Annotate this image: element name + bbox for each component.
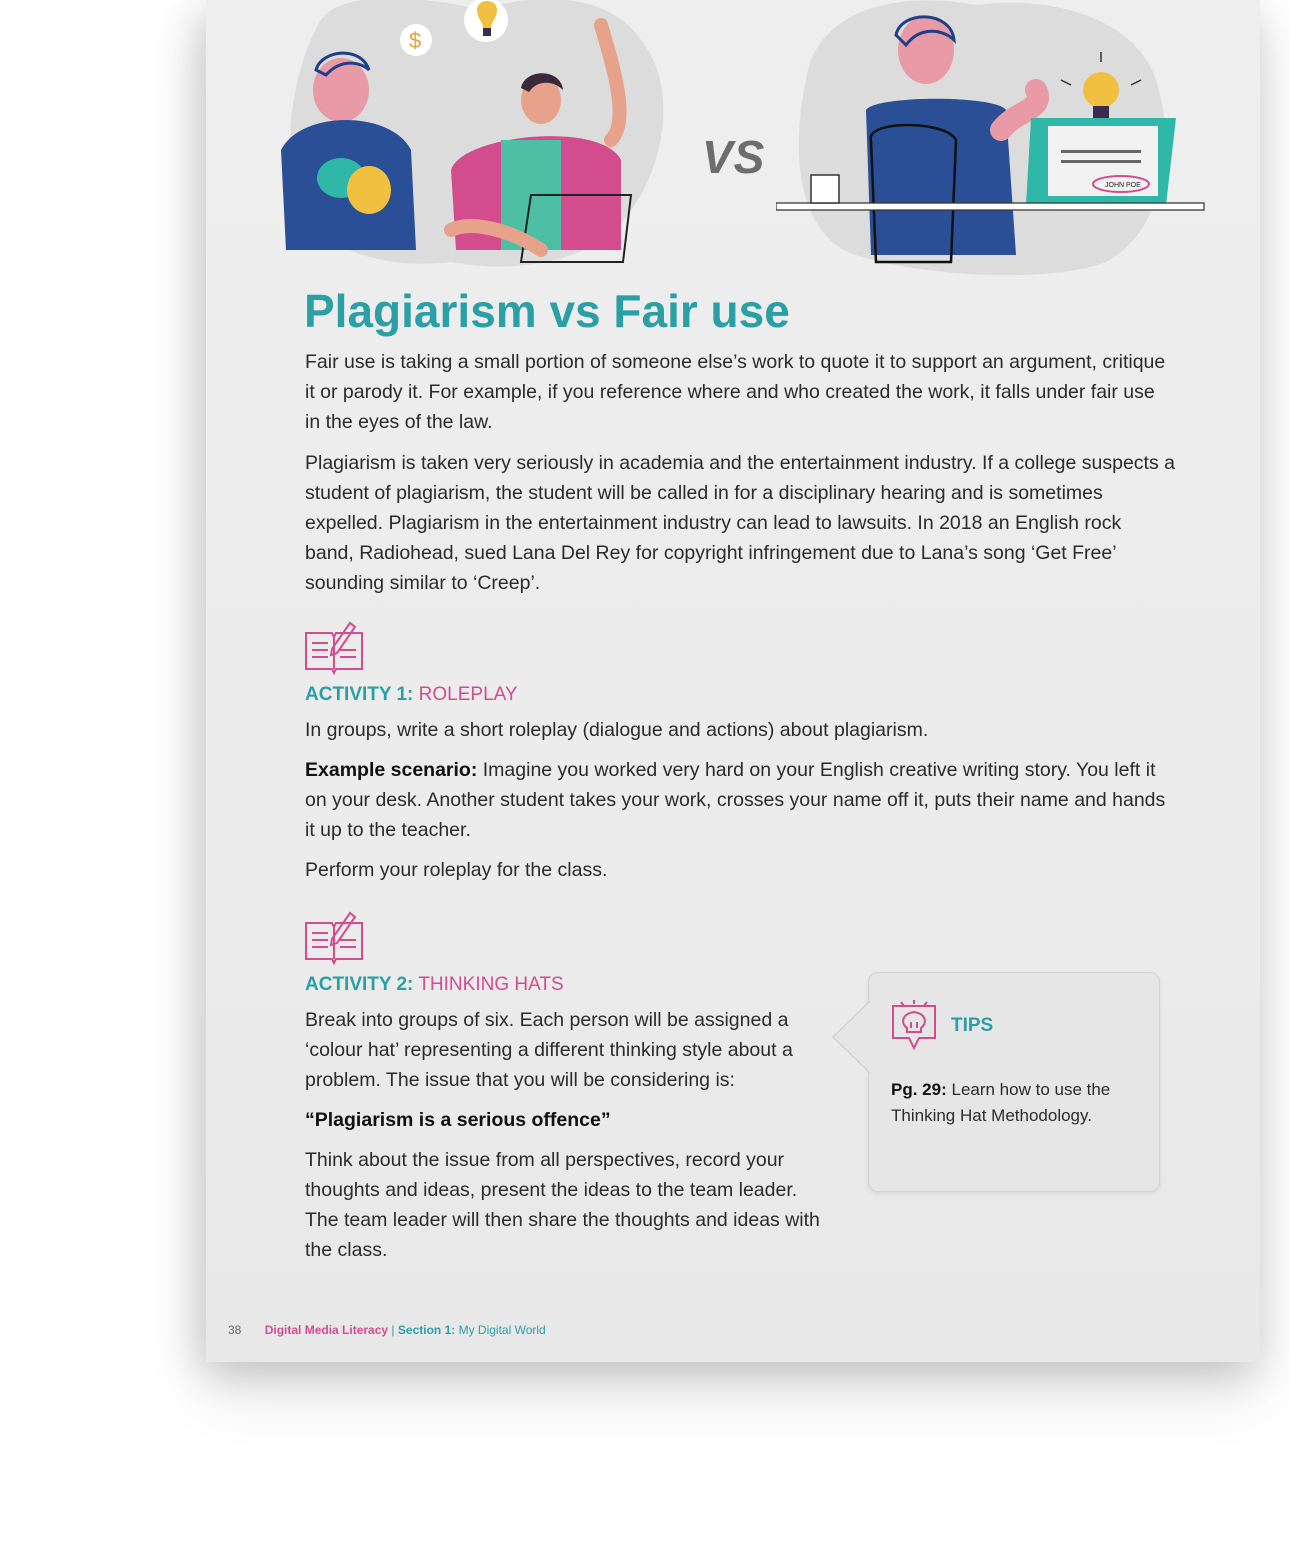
page-number: 38: [228, 1323, 242, 1337]
tips-callout-pointer: [831, 1001, 871, 1073]
tips-title: TIPS: [951, 1015, 994, 1036]
vs-label: VS: [702, 131, 766, 183]
page-title: Plagiarism vs Fair use: [304, 285, 790, 337]
fair-use-paragraph: Fair use is taking a small portion of someone else’s work to quote it to support an argument, critique it or parody it. For example, if you reference where and who created the work, it falls under fair use in the eyes of the law.: [305, 351, 1166, 433]
activity-1-number: ACTIVITY 1:: [305, 684, 414, 705]
lightbulb-icon: [889, 998, 939, 1054]
dollar-sign-icon: $: [409, 28, 422, 53]
activity-1-example: [305, 755, 1175, 845]
activity-1-intro: In groups, write a short roleplay (dialogue and actions) about plagiarism.: [305, 719, 929, 741]
writing-activity-icon: [304, 617, 364, 677]
section-label: Section 1:: [397, 1323, 456, 1337]
activity-2-number: ACTIVITY 2:: [305, 974, 414, 995]
activity-2-intro: Break into groups of six. Each person will be assigned a ‘colour hat’ representing a different thinking style about a problem. The issue that you will be considering is:: [305, 1009, 793, 1091]
activity-2-quote: “Plagiarism is a serious offence”: [305, 1109, 611, 1131]
activity-1-closing: Perform your roleplay for the class.: [305, 859, 608, 881]
plagiarism-paragraph: Plagiarism is taken very seriously in academia and the entertainment industry. If a college suspects a student of plagiarism, the student will be called in for a disciplinary hearing and is sometimes expelled. Plagiarism in the entertainment industry can lead to lawsuits. In 2018 an English rock band, Radiohead, sued Lana Del Rey for copyright infringement due to Lana’s song ‘Get Free’ sounding similar to ‘Creep’.: [305, 452, 1175, 594]
book-title: Digital Media Literacy: [264, 1323, 389, 1337]
tips-body: [891, 1077, 1141, 1129]
tips-page-ref: Pg. 29:: [891, 1080, 947, 1099]
footer-separator: |: [391, 1323, 395, 1337]
activity-2-heading: [305, 974, 564, 996]
name-tag-text: JOHN POE: [1105, 182, 1141, 189]
example-label: Example scenario:: [305, 759, 478, 781]
activity-2-closing: Think about the issue from all perspectives, record your thoughts and ideas, present the ideas to the team leader. The team leader will then share the thoughts and ideas with the class.: [305, 1149, 820, 1261]
writing-activity-icon: [304, 907, 364, 967]
activity-1-heading: [305, 684, 518, 706]
tips-box: [868, 972, 1160, 1192]
section-name: My Digital World: [458, 1323, 546, 1337]
example-text: Imagine you worked very hard on your English creative writing story. You left it on your desk. Another student takes your work, crosses your name off it, puts their name and hands it up to the teacher.: [305, 759, 1166, 841]
collaboration-illustration: [281, 0, 671, 270]
activity-2-name: THINKING HATS: [418, 974, 564, 995]
page-footer: [228, 1323, 546, 1337]
activity-1-name: ROLEPLAY: [418, 684, 518, 705]
tips-text: Learn how to use the Thinking Hat Methodology.: [891, 1080, 1111, 1125]
document-page: [206, 0, 1260, 1362]
working-alone-illustration: [776, 0, 1206, 275]
